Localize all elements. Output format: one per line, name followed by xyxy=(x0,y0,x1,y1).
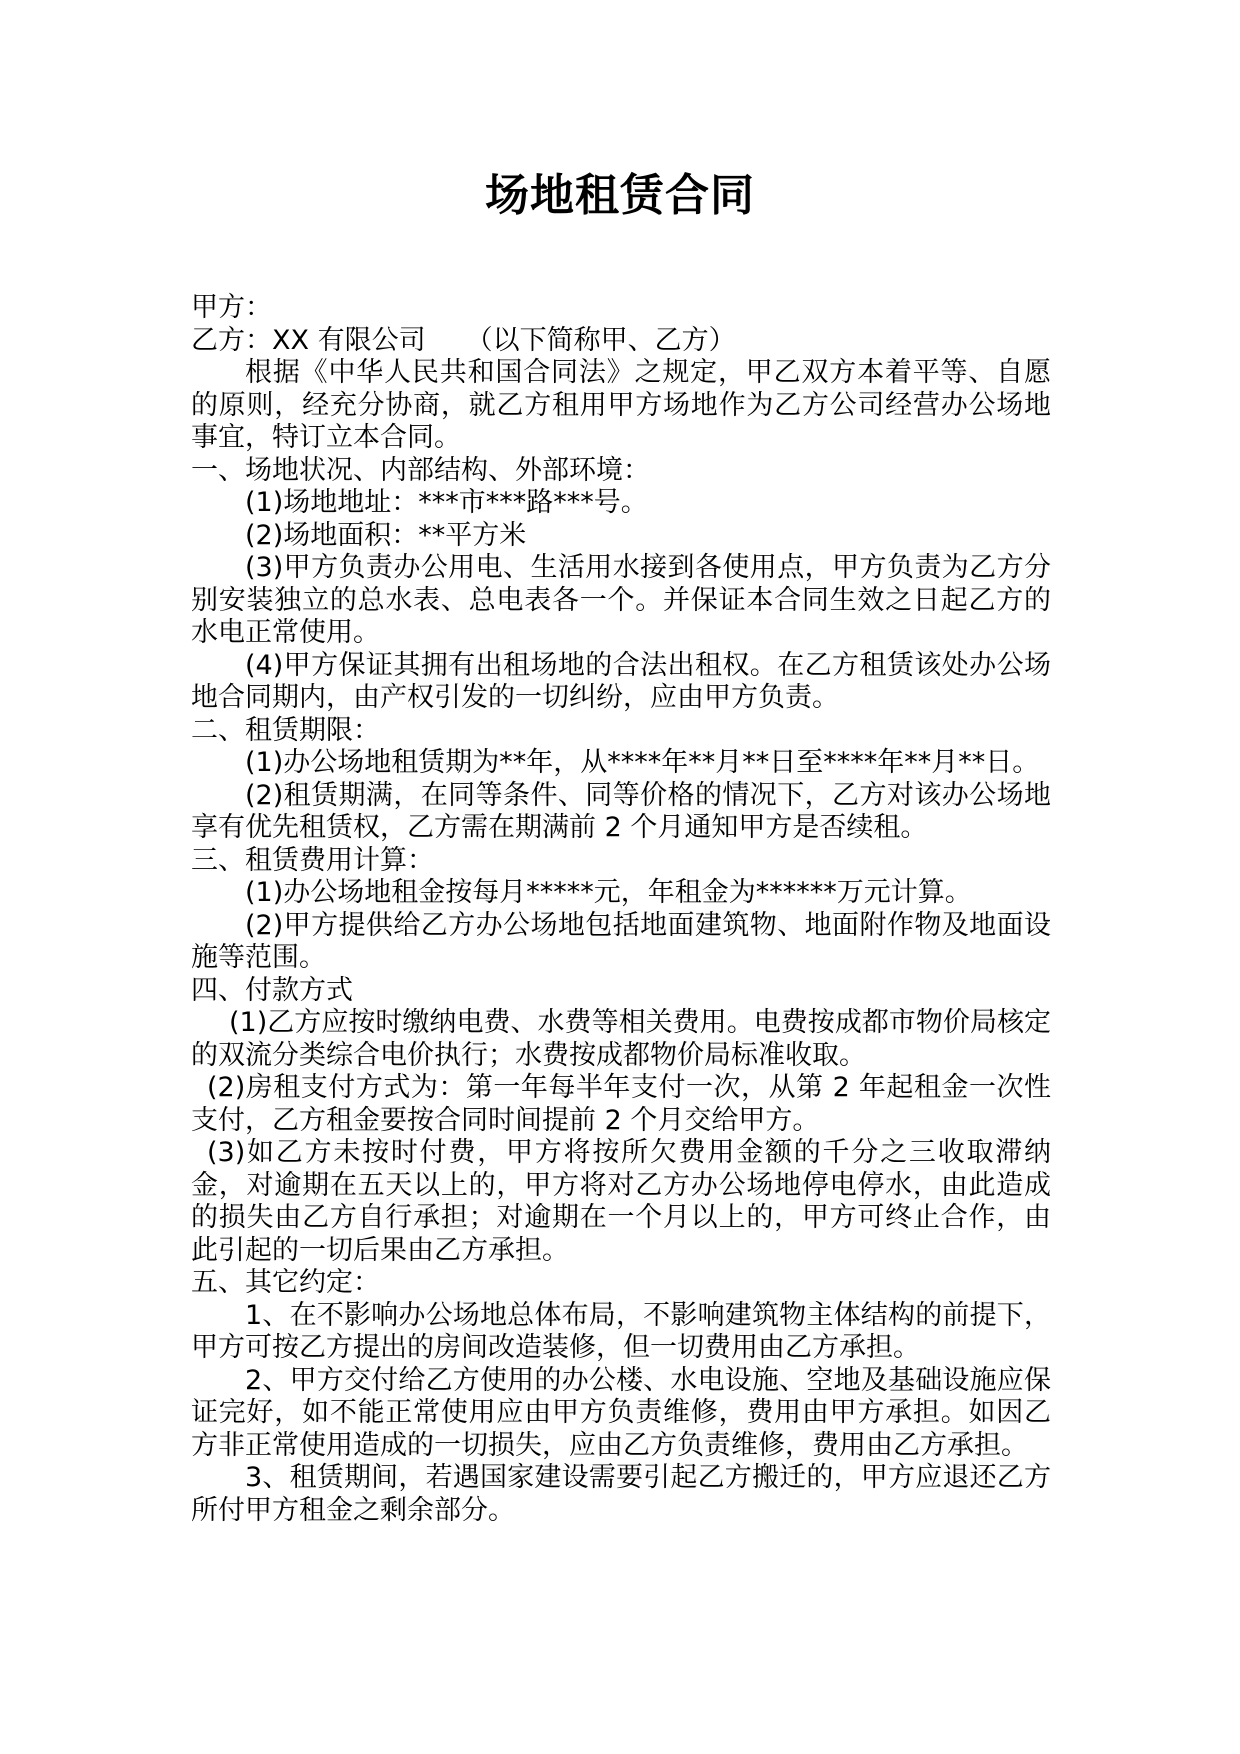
section-2-item-1: (1)办公场地租赁期为**年，从****年**月**日至****年**月**日。 xyxy=(245,747,1040,778)
section-1-item-3: (3)甲方负责办公用电、生活用水接到各使用点，甲方负责为乙方分别安装独立的总水表、总电表各一个。并保证本合同生效之日起乙方的水电正常使用。 xyxy=(191,552,1051,648)
section-1-item-2: (2)场地面积：**平方米 xyxy=(245,519,527,551)
party-a-line: 甲方： xyxy=(191,292,272,323)
section-5-heading: 五、其它约定： xyxy=(191,1267,380,1298)
section-1-item-4: (4)甲方保证其拥有出租场地的合法出租权。在乙方租赁该处办公场地合同期内，由产权引发的一切纠纷，应由甲方负责。 xyxy=(191,649,1051,713)
section-2-item-2: (2)租赁期满，在同等条件、同等价格的情况下，乙方对该办公场地享有优先租赁权，乙方需在期满前 2 个月通知甲方是否续租。 xyxy=(191,779,1051,843)
section-4-item-1: (1)乙方应按时缴纳电费、水费等相关费用。电费按成都市物价局核定的双流分类综合电价执行；水费按成都物价局标准收取。 xyxy=(191,1007,1051,1071)
section-4-item-2: (2)房租支付方式为：第一年每半年支付一次，从第 2 年起租金一次性支付，乙方租金要按合同时间提前 2 个月交给甲方。 xyxy=(191,1072,1051,1136)
section-2-heading: 二、租赁期限： xyxy=(191,714,380,746)
section-5-item-3: 3、租赁期间，若遇国家建设需要引起乙方搬迁的，甲方应退还乙方所付甲方租金之剩余部分。 xyxy=(191,1462,1051,1526)
party-b-line xyxy=(191,325,1051,358)
document-title: 场地租赁合同 xyxy=(485,170,755,221)
section-3-item-2: (2)甲方提供给乙方办公场地包括地面建筑物、地面附作物及地面设施等范围。 xyxy=(191,909,1051,973)
section-1-heading: 一、场地状况、内部结构、外部环境： xyxy=(191,454,650,486)
section-4-item-3: (3)如乙方未按时付费，甲方将按所欠费用金额的千分之三收取滞纳金，对逾期在五天以上的，甲方将对乙方办公场地停电停水，由此造成的损失由乙方自行承担；对逾期在一个月以上的，甲方可终止合作，由此引起的一切后果由乙方承担。 xyxy=(191,1137,1051,1266)
section-4-heading: 四、付款方式 xyxy=(191,974,353,1006)
contract-body xyxy=(191,292,1051,1527)
section-3-item-1: (1)办公场地租金按每月*****元，年租金为******万元计算。 xyxy=(245,877,972,908)
preamble: 根据《中华人民共和国合同法》之规定，甲乙双方本着平等、自愿的原则，经充分协商，就乙方租用甲方场地作为乙方公司经营办公场地事宜，特订立本合同。 xyxy=(191,357,1051,453)
party-b-note: （以下简称甲、乙方） xyxy=(465,324,736,356)
section-5-item-1: 1、在不影响办公场地总体布局，不影响建筑物主体结构的前提下，甲方可按乙方提出的房间改造装修，但一切费用由乙方承担。 xyxy=(191,1299,1051,1363)
section-3-heading: 三、租赁费用计算： xyxy=(191,844,434,876)
section-1-item-1: (1)场地地址：***市***路***号。 xyxy=(245,487,648,518)
party-b-name: 乙方：XX 有限公司 xyxy=(191,324,426,356)
section-5-item-2: 2、甲方交付给乙方使用的办公楼、水电设施、空地及基础设施应保证完好，如不能正常使用应由甲方负责维修，费用由甲方承担。如因乙方非正常使用造成的一切损失，应由乙方负责维修，费用由乙方承担。 xyxy=(191,1364,1051,1461)
